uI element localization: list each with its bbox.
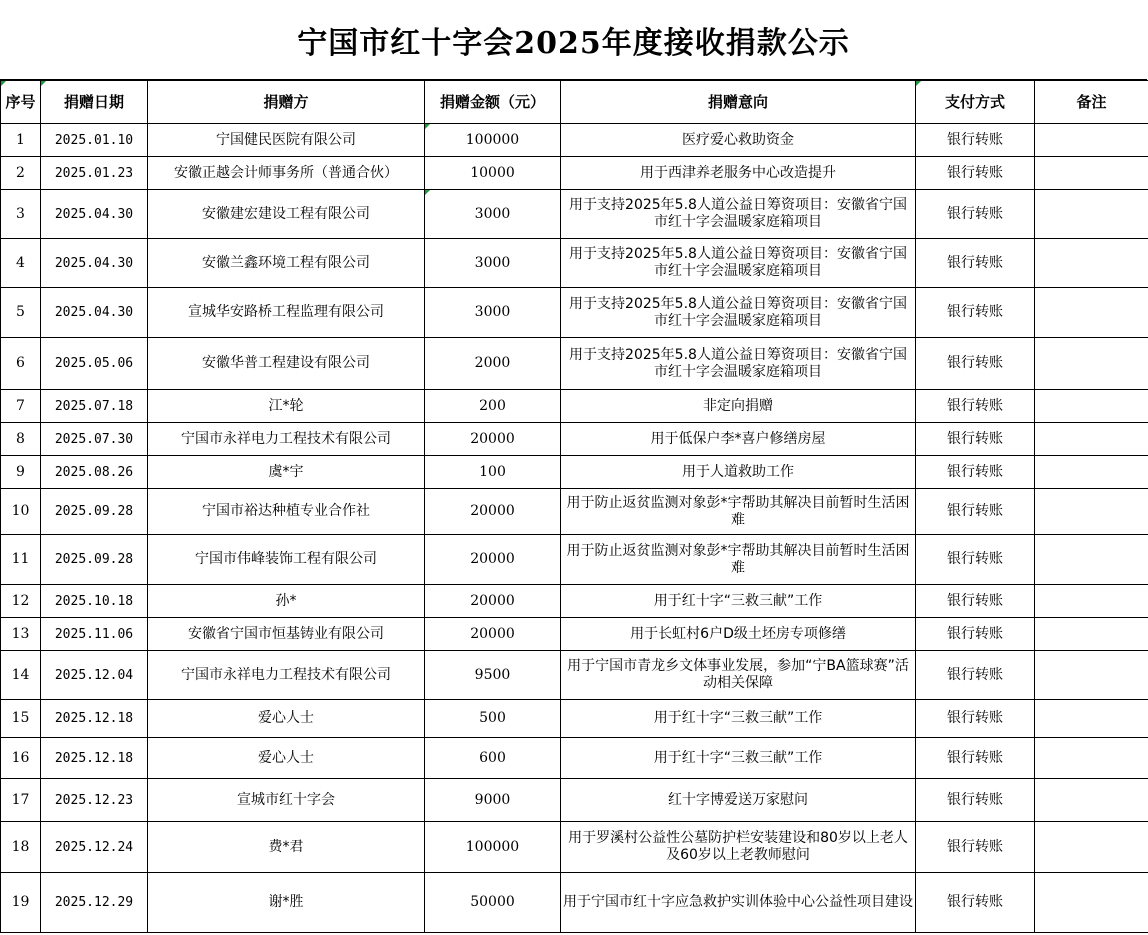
cell-purpose[interactable]: 用于罗溪村公益性公墓防护栏安装建设和80岁以上老人及60岁以上老教师慰问 xyxy=(561,822,916,873)
cell-payment[interactable]: 银行转账 xyxy=(916,873,1035,933)
cell-donor[interactable]: 安徽正越会计师事务所（普通合伙） xyxy=(148,157,425,190)
cell-amount[interactable]: 3000 xyxy=(425,288,561,338)
cell-date[interactable]: 2025.07.18 xyxy=(41,390,148,423)
table-row xyxy=(1,651,1148,700)
cell-donor[interactable]: 宣城华安路桥工程监理有限公司 xyxy=(148,288,425,338)
cell-index[interactable]: 7 xyxy=(1,390,41,423)
cell-payment[interactable]: 银行转账 xyxy=(916,390,1035,423)
cell-purpose[interactable]: 医疗爱心救助资金 xyxy=(561,124,916,157)
cell-donor[interactable]: 宁国健民医院有限公司 xyxy=(148,124,425,157)
cell-amount[interactable]: 100000 xyxy=(425,822,561,873)
cell-donor[interactable]: 安徽省宁国市恒基铸业有限公司 xyxy=(148,618,425,651)
cell-donor[interactable]: 宁国市伟峰装饰工程有限公司 xyxy=(148,535,425,585)
cell-payment[interactable]: 银行转账 xyxy=(916,489,1035,535)
page-title: 宁国市红十字会2025年度接收捐款公示 xyxy=(0,0,1147,80)
header-donor[interactable]: 捐赠方 xyxy=(148,81,425,124)
cell-amount[interactable]: 3000 xyxy=(425,239,561,288)
cell-amount[interactable]: 20000 xyxy=(425,618,561,651)
table-row xyxy=(1,239,1148,288)
donation-table xyxy=(0,80,1148,933)
cell-index[interactable]: 15 xyxy=(1,700,41,738)
cell-date[interactable]: 2025.09.28 xyxy=(41,489,148,535)
cell-donor[interactable]: 安徽华普工程建设有限公司 xyxy=(148,338,425,390)
cell-remark[interactable] xyxy=(1035,489,1148,535)
table-row xyxy=(1,700,1148,738)
table-row xyxy=(1,190,1148,239)
cell-remark[interactable] xyxy=(1035,535,1148,585)
cell-amount[interactable]: 20000 xyxy=(425,489,561,535)
cell-index[interactable]: 3 xyxy=(1,190,41,239)
cell-purpose[interactable]: 用于红十字“三救三献”工作 xyxy=(561,585,916,618)
cell-remark[interactable] xyxy=(1035,873,1148,933)
cell-purpose[interactable]: 用于防止返贫监测对象彭*宇帮助其解决目前暂时生活困难 xyxy=(561,489,916,535)
table-row xyxy=(1,489,1148,535)
cell-remark[interactable] xyxy=(1035,700,1148,738)
table-row xyxy=(1,738,1148,779)
cell-amount[interactable]: 50000 xyxy=(425,873,561,933)
cell-purpose[interactable]: 用于支持2025年5.8人道公益日筹资项目：安徽省宁国市红十字会温暖家庭箱项目 xyxy=(561,288,916,338)
cell-index[interactable]: 18 xyxy=(1,822,41,873)
cell-payment[interactable]: 银行转账 xyxy=(916,585,1035,618)
cell-amount[interactable]: 9000 xyxy=(425,779,561,822)
cell-donor[interactable]: 江*轮 xyxy=(148,390,425,423)
cell-payment[interactable]: 银行转账 xyxy=(916,423,1035,456)
table-row xyxy=(1,585,1148,618)
cell-remark[interactable] xyxy=(1035,585,1148,618)
cell-date[interactable]: 2025.07.30 xyxy=(41,423,148,456)
cell-remark[interactable] xyxy=(1035,738,1148,779)
cell-index[interactable]: 6 xyxy=(1,338,41,390)
cell-index[interactable]: 1 xyxy=(1,124,41,157)
table-row xyxy=(1,456,1148,489)
cell-payment[interactable]: 银行转账 xyxy=(916,535,1035,585)
header-remark[interactable]: 备注 xyxy=(1035,81,1148,124)
cell-purpose[interactable]: 红十字博爱送万家慰问 xyxy=(561,779,916,822)
cell-date[interactable]: 2025.10.18 xyxy=(41,585,148,618)
cell-amount[interactable]: 9500 xyxy=(425,651,561,700)
cell-payment[interactable]: 银行转账 xyxy=(916,700,1035,738)
cell-donor[interactable]: 宣城市红十字会 xyxy=(148,779,425,822)
cell-remark[interactable] xyxy=(1035,338,1148,390)
header-date[interactable]: 捐赠日期 xyxy=(41,81,148,124)
cell-index[interactable]: 17 xyxy=(1,779,41,822)
cell-date[interactable]: 2025.11.06 xyxy=(41,618,148,651)
cell-index[interactable]: 11 xyxy=(1,535,41,585)
cell-amount[interactable]: 500 xyxy=(425,700,561,738)
cell-purpose[interactable]: 用于支持2025年5.8人道公益日筹资项目：安徽省宁国市红十字会温暖家庭箱项目 xyxy=(561,239,916,288)
table-row xyxy=(1,535,1148,585)
cell-payment[interactable]: 银行转账 xyxy=(916,124,1035,157)
cell-date[interactable]: 2025.12.24 xyxy=(41,822,148,873)
cell-payment[interactable]: 银行转账 xyxy=(916,288,1035,338)
cell-amount[interactable]: 20000 xyxy=(425,535,561,585)
table-row xyxy=(1,288,1148,338)
cell-index[interactable]: 5 xyxy=(1,288,41,338)
cell-remark[interactable] xyxy=(1035,423,1148,456)
cell-remark[interactable] xyxy=(1035,239,1148,288)
cell-index[interactable]: 16 xyxy=(1,738,41,779)
cell-index[interactable]: 10 xyxy=(1,489,41,535)
cell-index[interactable]: 14 xyxy=(1,651,41,700)
cell-remark[interactable] xyxy=(1035,190,1148,239)
cell-date[interactable]: 2025.05.06 xyxy=(41,338,148,390)
table-row xyxy=(1,618,1148,651)
cell-date[interactable]: 2025.12.29 xyxy=(41,873,148,933)
table-row xyxy=(1,779,1148,822)
cell-amount[interactable]: 3000 xyxy=(425,190,561,239)
header-index[interactable]: 序号 xyxy=(1,81,41,124)
cell-index[interactable]: 12 xyxy=(1,585,41,618)
cell-payment[interactable]: 银行转账 xyxy=(916,239,1035,288)
cell-date[interactable]: 2025.01.23 xyxy=(41,157,148,190)
cell-purpose[interactable]: 用于红十字“三救三献”工作 xyxy=(561,738,916,779)
cell-payment[interactable]: 银行转账 xyxy=(916,190,1035,239)
table-row xyxy=(1,423,1148,456)
cell-date[interactable]: 2025.12.18 xyxy=(41,738,148,779)
cell-donor[interactable]: 谢*胜 xyxy=(148,873,425,933)
cell-remark[interactable] xyxy=(1035,822,1148,873)
cell-amount[interactable]: 20000 xyxy=(425,423,561,456)
cell-date[interactable]: 2025.01.10 xyxy=(41,124,148,157)
cell-date[interactable]: 2025.04.30 xyxy=(41,288,148,338)
cell-date[interactable]: 2025.09.28 xyxy=(41,535,148,585)
cell-donor[interactable]: 虞*宇 xyxy=(148,456,425,489)
cell-index[interactable]: 4 xyxy=(1,239,41,288)
cell-donor[interactable]: 安徽建宏建设工程有限公司 xyxy=(148,190,425,239)
cell-donor[interactable]: 宁国市永祥电力工程技术有限公司 xyxy=(148,423,425,456)
cell-donor[interactable]: 爱心人士 xyxy=(148,700,425,738)
cell-purpose[interactable]: 用于支持2025年5.8人道公益日筹资项目：安徽省宁国市红十字会温暖家庭箱项目 xyxy=(561,190,916,239)
table-row xyxy=(1,338,1148,390)
cell-donor[interactable]: 爱心人士 xyxy=(148,738,425,779)
cell-amount[interactable]: 600 xyxy=(425,738,561,779)
cell-purpose[interactable]: 非定向捐赠 xyxy=(561,390,916,423)
cell-purpose[interactable]: 用于长虹村6户D级土坯房专项修缮 xyxy=(561,618,916,651)
cell-donor[interactable]: 安徽兰鑫环境工程有限公司 xyxy=(148,239,425,288)
cell-amount[interactable]: 100 xyxy=(425,456,561,489)
cell-remark[interactable] xyxy=(1035,779,1148,822)
cell-amount[interactable]: 10000 xyxy=(425,157,561,190)
table-row xyxy=(1,822,1148,873)
header-amount[interactable]: 捐赠金额（元） xyxy=(425,81,561,124)
cell-payment[interactable]: 银行转账 xyxy=(916,157,1035,190)
table-row xyxy=(1,873,1148,933)
cell-payment[interactable]: 银行转账 xyxy=(916,338,1035,390)
cell-payment[interactable]: 银行转账 xyxy=(916,618,1035,651)
cell-date[interactable]: 2025.04.30 xyxy=(41,239,148,288)
cell-purpose[interactable]: 用于西津养老服务中心改造提升 xyxy=(561,157,916,190)
cell-date[interactable]: 2025.12.04 xyxy=(41,651,148,700)
cell-index[interactable]: 19 xyxy=(1,873,41,933)
cell-purpose[interactable]: 用于宁国市红十字应急救护实训体验中心公益性项目建设 xyxy=(561,873,916,933)
cell-index[interactable]: 2 xyxy=(1,157,41,190)
cell-remark[interactable] xyxy=(1035,618,1148,651)
cell-amount[interactable]: 100000 xyxy=(425,124,561,157)
cell-purpose[interactable]: 用于人道救助工作 xyxy=(561,456,916,489)
cell-purpose[interactable]: 用于支持2025年5.8人道公益日筹资项目：安徽省宁国市红十字会温暖家庭箱项目 xyxy=(561,338,916,390)
cell-index[interactable]: 13 xyxy=(1,618,41,651)
cell-donor[interactable]: 孙* xyxy=(148,585,425,618)
cell-donor[interactable]: 费*君 xyxy=(148,822,425,873)
cell-payment[interactable]: 银行转账 xyxy=(916,651,1035,700)
cell-purpose[interactable]: 用于宁国市青龙乡文体事业发展，参加“宁BA篮球赛”活动相关保障 xyxy=(561,651,916,700)
cell-index[interactable]: 9 xyxy=(1,456,41,489)
cell-purpose[interactable]: 用于低保户李*喜户修缮房屋 xyxy=(561,423,916,456)
cell-remark[interactable] xyxy=(1035,390,1148,423)
cell-payment[interactable]: 银行转账 xyxy=(916,456,1035,489)
cell-index[interactable]: 8 xyxy=(1,423,41,456)
cell-remark[interactable] xyxy=(1035,651,1148,700)
cell-date[interactable]: 2025.08.26 xyxy=(41,456,148,489)
cell-purpose[interactable]: 用于红十字“三救三献”工作 xyxy=(561,700,916,738)
header-purpose[interactable]: 捐赠意向 xyxy=(561,81,916,124)
cell-purpose[interactable]: 用于防止返贫监测对象彭*宇帮助其解决目前暂时生活困难 xyxy=(561,535,916,585)
cell-remark[interactable] xyxy=(1035,124,1148,157)
cell-payment[interactable]: 银行转账 xyxy=(916,822,1035,873)
table-row xyxy=(1,390,1148,423)
cell-donor[interactable]: 宁国市裕达种植专业合作社 xyxy=(148,489,425,535)
cell-donor[interactable]: 宁国市永祥电力工程技术有限公司 xyxy=(148,651,425,700)
table-row xyxy=(1,157,1148,190)
cell-remark[interactable] xyxy=(1035,288,1148,338)
cell-date[interactable]: 2025.12.18 xyxy=(41,700,148,738)
table-body xyxy=(1,124,1148,933)
cell-amount[interactable]: 20000 xyxy=(425,585,561,618)
cell-date[interactable]: 2025.12.23 xyxy=(41,779,148,822)
cell-amount[interactable]: 2000 xyxy=(425,338,561,390)
header-payment[interactable]: 支付方式 xyxy=(916,81,1035,124)
cell-date[interactable]: 2025.04.30 xyxy=(41,190,148,239)
cell-payment[interactable]: 银行转账 xyxy=(916,738,1035,779)
cell-amount[interactable]: 200 xyxy=(425,390,561,423)
header-row xyxy=(1,81,1148,124)
table-row xyxy=(1,124,1148,157)
cell-payment[interactable]: 银行转账 xyxy=(916,779,1035,822)
cell-remark[interactable] xyxy=(1035,456,1148,489)
cell-remark[interactable] xyxy=(1035,157,1148,190)
